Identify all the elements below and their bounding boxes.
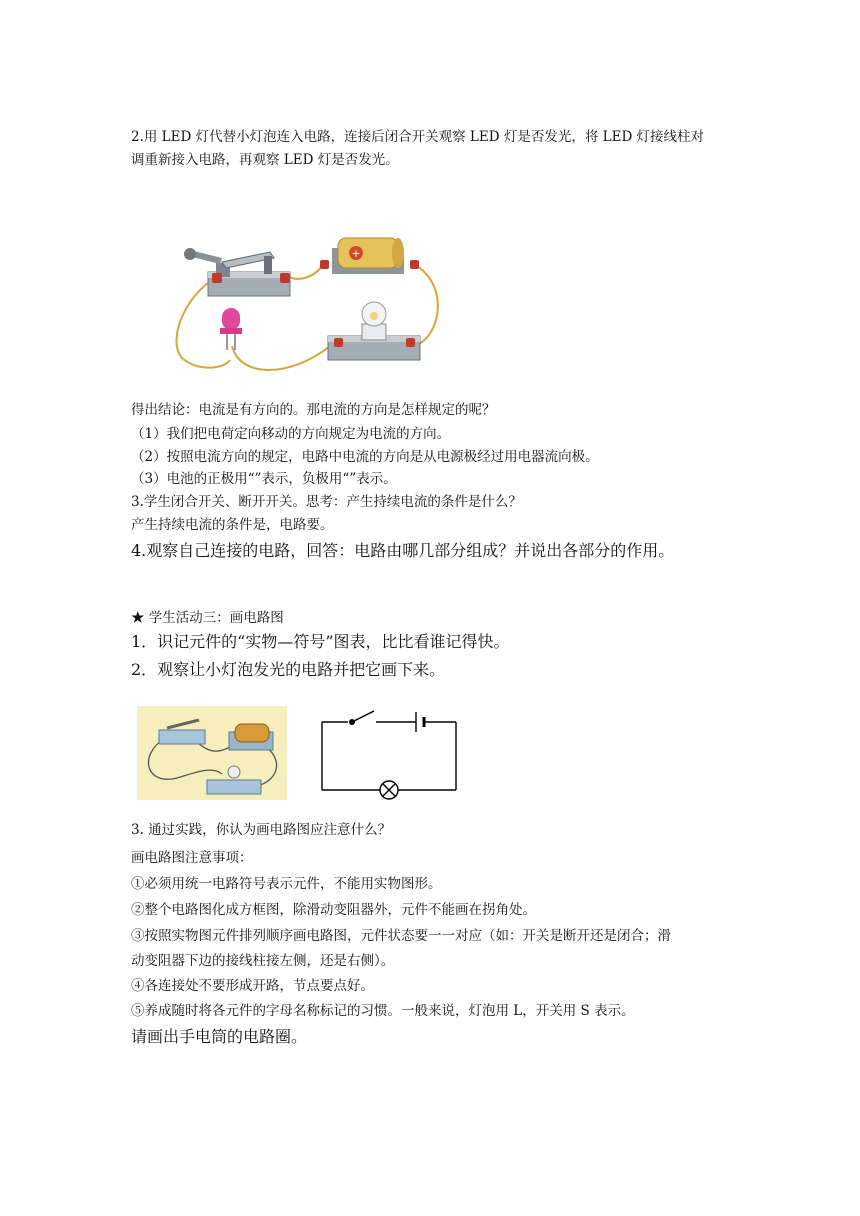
activity3-item-1: 1．识记元件的“实物—符号”图表，比比看谁记得快。	[131, 632, 510, 651]
bulb-holder	[328, 302, 420, 360]
section3-question: 3.学生闭合开关、断开开关。思考：产生持续电流的条件是什么？	[131, 494, 522, 510]
svg-text:+: +	[351, 247, 361, 260]
conclusion-item-2: （2）按照电流方向的规定，电路中电流的方向是从电源极经过用电器流向极。	[131, 449, 599, 465]
section2-line1: 2.用 LED 灯代替小灯泡连入电路，连接后闭合开关观察 LED 灯是否发光，将 LED 灯接线柱对	[131, 129, 705, 145]
notes-question: 3. 通过实践，你认为画电路图应注意什么？	[131, 822, 392, 838]
section3-answer: 产生持续电流的条件是，电路要。	[131, 517, 334, 533]
section2-line2: 调重新接入电路，再观察 LED 灯是否发光。	[131, 152, 399, 168]
circuit-photo	[137, 706, 287, 800]
note-4: ④各连接处不要形成开路，节点要点好。	[131, 978, 374, 994]
conclusion-item-1: （1）我们把电荷定向移动的方向规定为电流的方向。	[131, 426, 451, 442]
activity3-title: ★ 学生活动三：画电路图	[131, 610, 284, 626]
note-3b: 动变阻器下边的接线柱接左侧，还是右侧）。	[131, 953, 395, 969]
note-3a: ③按照实物图元件排列顺序画电路图，元件状态要一一对应（如：开关是断开还是闭合；滑	[131, 928, 671, 944]
circuit-schematic	[318, 708, 462, 804]
note-2: ②整个电路图化成方框图，除滑动变阻器外，元件不能画在拐角处。	[131, 902, 536, 918]
conclusion-item-3: （3）电池的正极用“”表示，负极用“”表示。	[131, 471, 397, 487]
conclusion-intro: 得出结论：电流是有方向的。那电流的方向是怎样规定的呢？	[131, 402, 496, 418]
led-lamp	[220, 308, 242, 350]
switch-symbol	[352, 711, 374, 722]
note-1: ①必须用统一电路符号表示元件，不能用实物图形。	[131, 876, 442, 892]
activity3-item-2: 2．观察让小灯泡发光的电路并把它画下来。	[131, 660, 446, 679]
battery	[320, 238, 419, 274]
led-circuit-illustration	[170, 228, 450, 378]
note-5: ⑤养成随时将各元件的字母名称标记的习惯。一般来说，灯泡用 L，开关用 S 表示。	[131, 1003, 635, 1019]
final-instruction: 请画出手电筒的电路圈。	[131, 1027, 308, 1046]
section4-question: 4.观察自己连接的电路，回答：电路由哪几部分组成？并说出各部分的作用。	[131, 541, 675, 560]
notes-heading: 画电路图注意事项：	[131, 850, 253, 866]
